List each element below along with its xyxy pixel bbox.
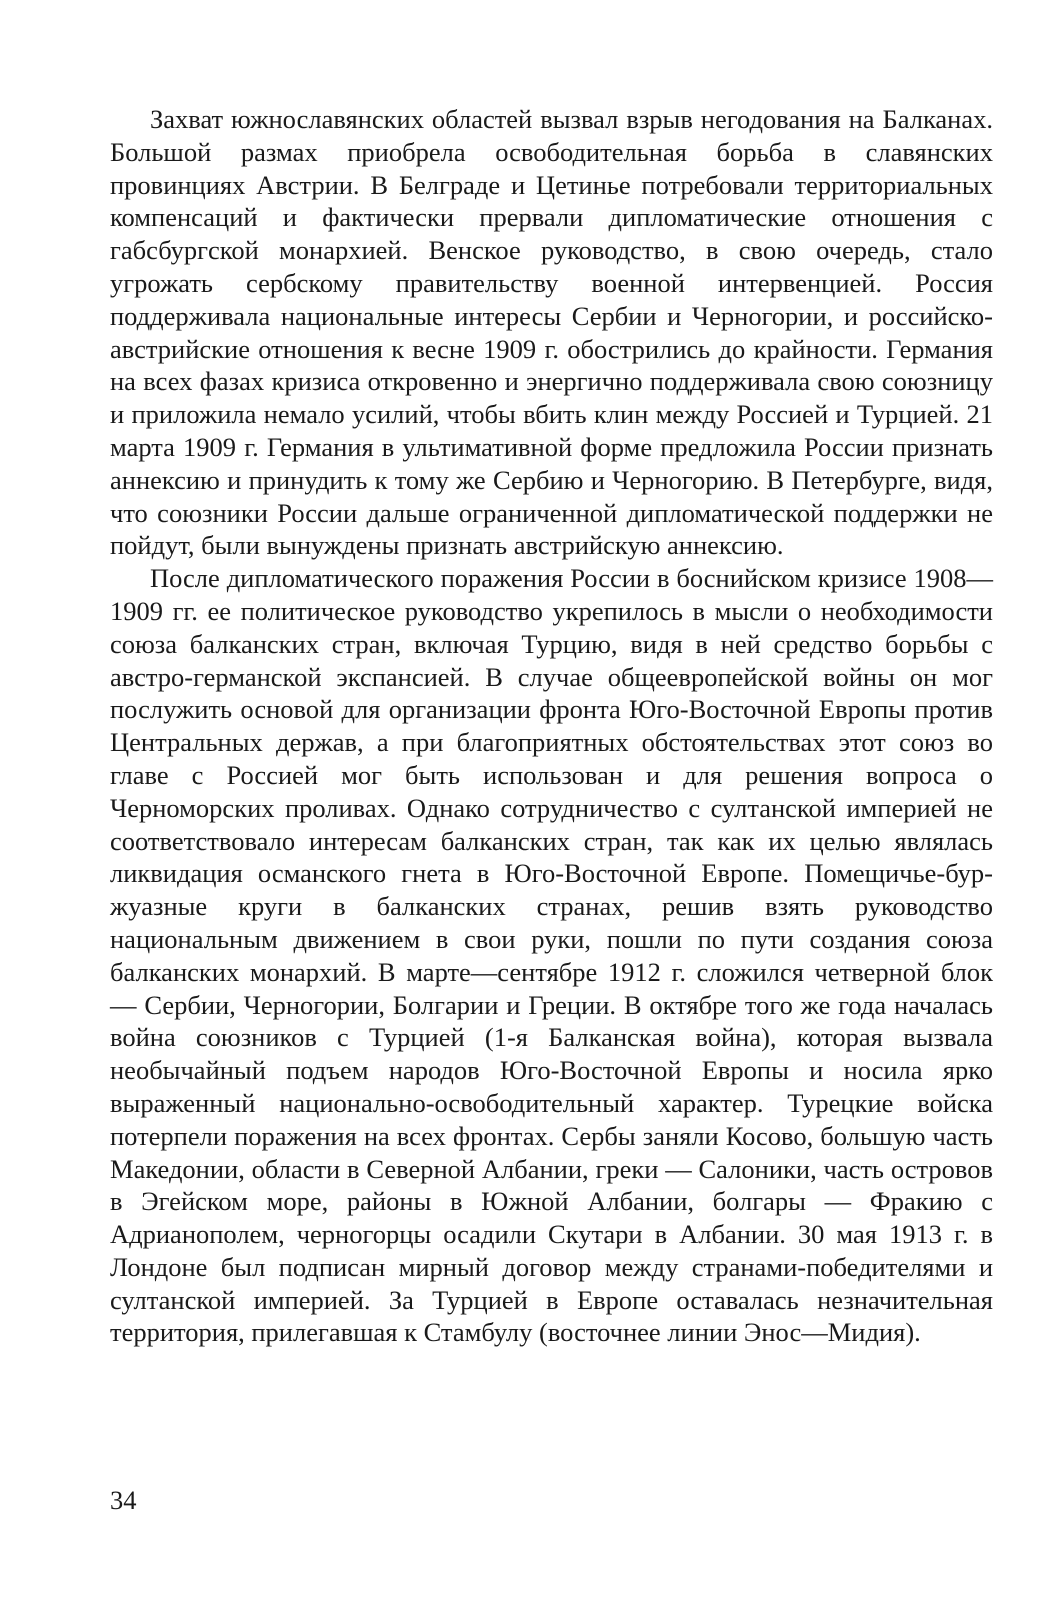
paragraph-2: После дипломатического поражения России в боснийском кризисе 1908—1909 гг. ее политическое руководство укрепилось в мысли о необходимости союза балканских стран, включая Турцию, видя в ней средство борьбы с австро-германской экспансией. В случае общеевропейской войны он мог послужить основой для организации фронта Юго-Восточной Европы против Центральных держав, а при благоприятных обстоятельствах этот союз во главе с Россией мог быть использован и для решения вопроса о Черноморских проливах. Однако сотрудничество с султанской империей не соответствовало интересам балканских стран, так как их целью являлась ликвидация османского гнета в Юго-Восточной Европе. Помещичье-бур-жуазные круги в балканских странах, решив взять руководство национальным движением в свои руки, пошли по пути создания союза балканских монархий. В марте—сентябре 1912 г. сложился четверной блок — Сербии, Черногории, Болгарии и Греции. В октябре того же года началась война союзников с Турцией (1-я Балканская война), которая вызвала необычайный подъем народов Юго-Восточной Европы и носила ярко выраженный национально-освободительный характер. Турецкие войска потерпели поражения на всех фронтах. Сербы заняли Косово, большую часть Македонии, области в Северной Албании, греки — Салоники, часть островов в Эгейском море, районы в Южной Албании, болгары — Фракию с Адрианополем, черногорцы осадили Скутари в Албании. 30 мая 1913 г. в Лондоне был подписан мирный договор между странами-победителями и султанской империей. За Турцией в Европе оставалась незначительная территория, прилегавшая к Стамбулу (восточнее линии Энос—Мидия).: [110, 563, 993, 1348]
page-body: [110, 103, 993, 1349]
page-number: 34: [110, 1485, 137, 1515]
paragraph-1: Захват южнославянских областей вызвал взрыв негодования на Балканах. Большой размах приобрела освободительная борьба в славянских провинциях Австрии. В Белграде и Цетинье потребовали территориальных компенсаций и фактически прервали дипломатические отношения с габсбургской монархией. Венское руководство, в свою очередь, стало угрожать сербскому правительству военной интервенцией. Россия поддерживала национальные интересы Сербии и Черногории, и российско-австрийские отношения к весне 1909 г. обострились до крайности. Германия на всех фазах кризиса откровенно и энергично поддерживала свою союзницу и приложила немало усилий, чтобы вбить клин между Россией и Турцией. 21 марта 1909 г. Германия в ультимативной форме предложила России признать аннексию и принудить к тому же Сербию и Черногорию. В Петербурге, видя, что союзники России дальше ограниченной дипломатической поддержки не пойдут, были вынуждены признать австрийскую аннексию.: [110, 104, 993, 561]
